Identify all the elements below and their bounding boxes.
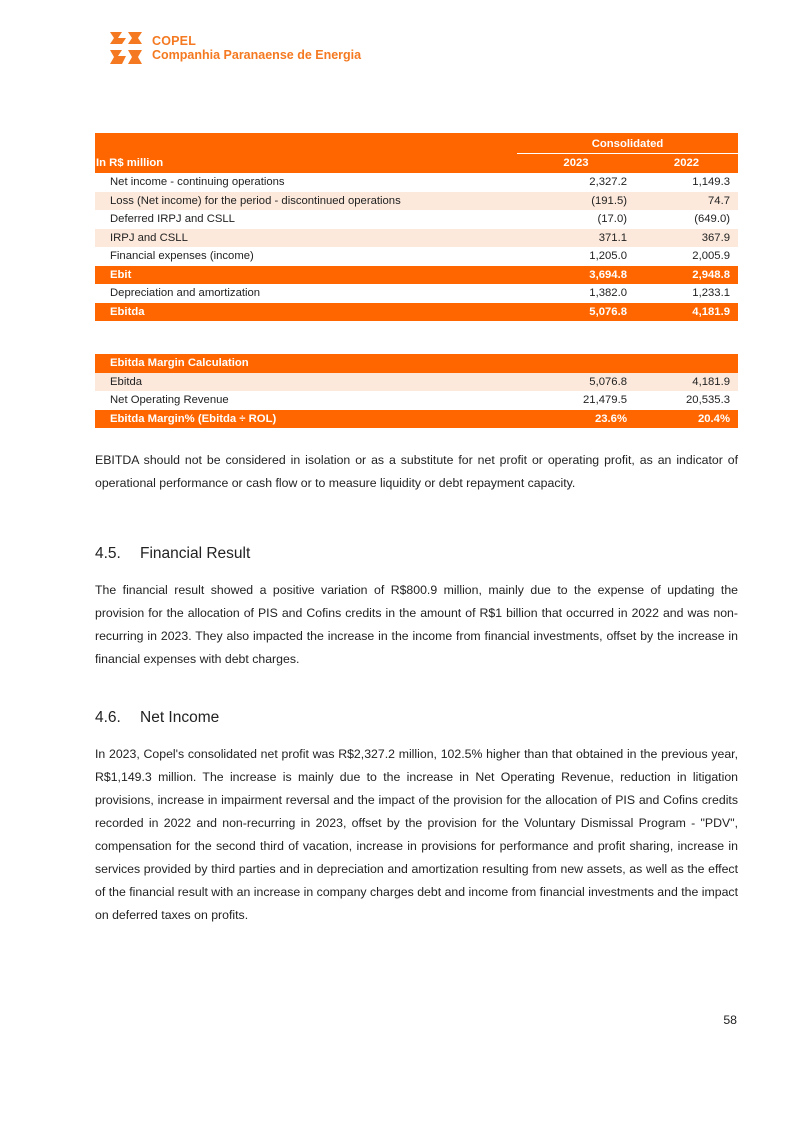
- section-number: 4.6.: [95, 709, 121, 726]
- ebitda-total-row: Ebitda 5,076.8 4,181.9: [95, 303, 738, 322]
- section-title: Net Income: [140, 709, 220, 726]
- year-2023-header: 2023: [517, 154, 635, 174]
- company-short-name: COPEL: [152, 34, 197, 48]
- table-row: Net income - continuing operations 2,327.2 1,149.3: [95, 173, 738, 192]
- ebitda-table: [95, 133, 738, 321]
- section-heading-financial-result: [95, 545, 250, 563]
- header-logo: [108, 30, 361, 66]
- consolidated-header: Consolidated: [517, 133, 738, 154]
- ebitda-note: EBITDA should not be considered in isolation or as a substitute for net profit or operating profit, as an indicator of operational performance or cash flow or to measure liquidity or debt repayment capacity.: [95, 453, 738, 490]
- table-header-group-row: [95, 133, 738, 154]
- section-number: 4.5.: [95, 545, 121, 562]
- year-2022-header: 2022: [635, 154, 738, 174]
- table-row: Net Operating Revenue 21,479.5 20,535.3: [95, 391, 738, 410]
- copel-logo-icon: [108, 30, 144, 66]
- section-title: Financial Result: [140, 545, 251, 562]
- margin-table-title: Ebitda Margin Calculation: [95, 354, 738, 373]
- table-row: IRPJ and CSLL 371.1 367.9: [95, 229, 738, 248]
- table-row: Depreciation and amortization 1,382.0 1,233.1: [95, 284, 738, 303]
- table-row: Loss (Net income) for the period - discontinued operations (191.5) 74.7: [95, 192, 738, 211]
- page-number: 58: [723, 1013, 737, 1027]
- net-income-paragraph: In 2023, Copel's consolidated net profit was R$2,327.2 million, 102.5% higher than that obtained in the previous year, R$1,149.3 million. The increase is mainly due to the increase in Net Operating Revenue, reduction in litigation provisions, increase in impairment reversal and the impact of the provision for the allocation of PIS and Cofins credits recorded in 2022 and non-recurring in 2023, offset by the provision for the Voluntary Dismissal Program - "PDV", compensation for the second third of vacation, increase in provisions for performance and profit sharing, increase in services provided by third parties and in depreciation and amortization resulting from new assets, as well as the effect of the financial result with an increase in company charges debt and income from financial investments and the impact on deferred taxes on profits.: [95, 747, 738, 922]
- table-row: Financial expenses (income) 1,205.0 2,005.9: [95, 247, 738, 266]
- section-heading-net-income: [95, 709, 219, 727]
- table-row: Deferred IRPJ and CSLL (17.0) (649.0): [95, 210, 738, 229]
- ebit-total-row: Ebit 3,694.8 2,948.8: [95, 266, 738, 285]
- table-row: Ebitda 5,076.8 4,181.9: [95, 373, 738, 392]
- financial-result-paragraph: The financial result showed a positive variation of R$800.9 million, mainly due to the expense of updating the provision for the allocation of PIS and Cofins credits in the amount of R$1 billion that occurred in 2022 and was non-recurring in 2023. They also impacted the increase in the income from financial investments, offset by the increase in financial expenses with debt charges.: [95, 583, 738, 666]
- company-full-name: Companhia Paranaense de Energia: [152, 48, 362, 62]
- ebitda-margin-row: Ebitda Margin% (Ebitda ÷ ROL) 23.6% 20.4%: [95, 410, 738, 429]
- ebitda-margin-table: [95, 354, 738, 428]
- margin-table-title-row: [95, 354, 738, 373]
- table-header-year-row: [95, 154, 738, 174]
- unit-label: In R$ million: [95, 154, 517, 174]
